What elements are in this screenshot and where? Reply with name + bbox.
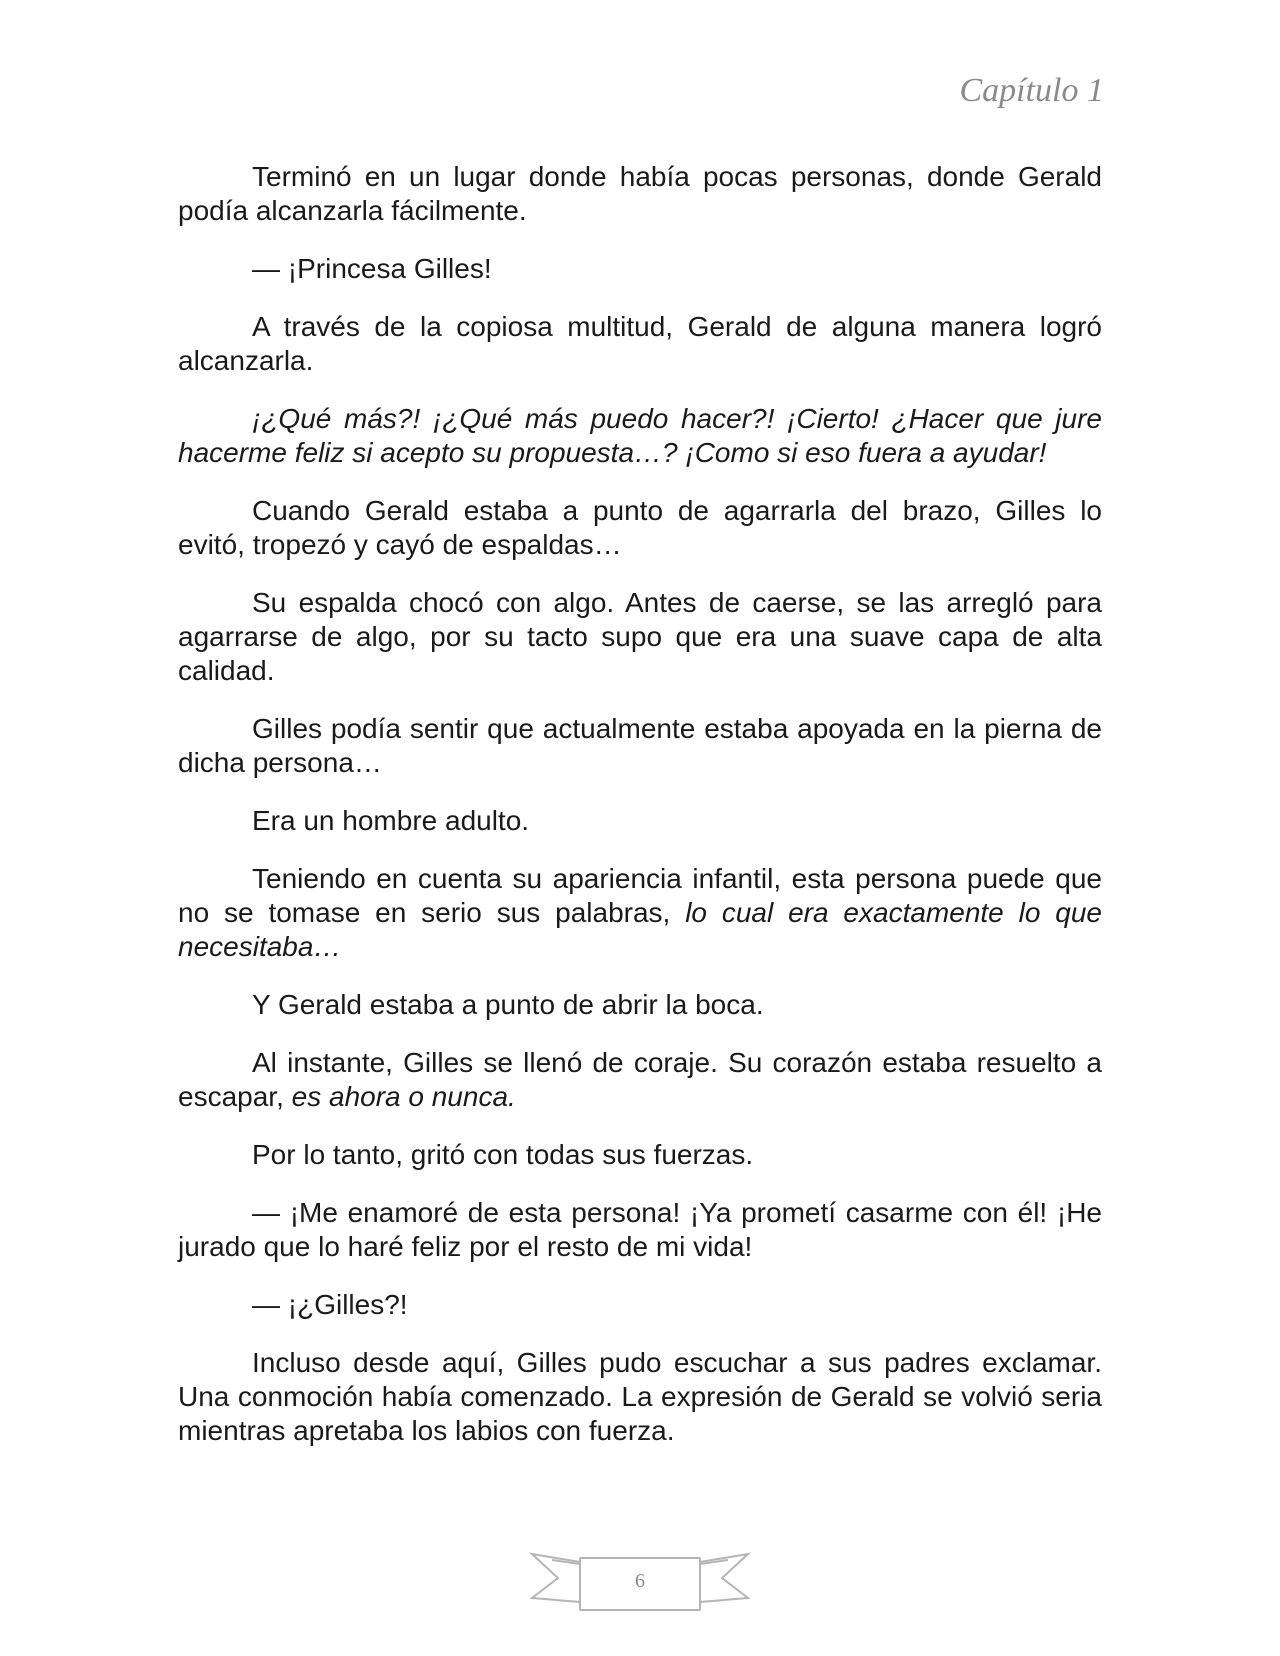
- text-run: — ¡Princesa Gilles!: [252, 253, 492, 284]
- text-run: Gilles podía sentir que actualmente estaba apoyada en la pierna de dicha persona…: [178, 713, 1102, 778]
- text-run: Su espalda chocó con algo. Antes de caerse, se las arregló para agarrarse de algo, por su tacto supo que era una suave capa de alta calidad.: [178, 587, 1102, 686]
- paragraph: [178, 712, 1102, 780]
- text-run: Y Gerald estaba a punto de abrir la boca.: [252, 989, 764, 1020]
- paragraph: [178, 1346, 1102, 1448]
- text-run: Cuando Gerald estaba a punto de agarrarla del brazo, Gilles lo evitó, tropezó y cayó de espaldas…: [178, 495, 1102, 560]
- paragraph: [178, 310, 1102, 378]
- text-run: Teniendo en cuenta su apariencia infantil, esta persona puede que no se tomase en serio sus palabras,: [178, 863, 1102, 928]
- text-run: Incluso desde aquí, Gilles pudo escuchar a sus padres exclamar. Una conmoción había comenzado. La expresión de Gerald se volvió seria mientras apretaba los labios con fuerza.: [178, 1347, 1102, 1446]
- italic-text: ¡¿Qué más?! ¡¿Qué más puedo hacer?! ¡Cierto! ¿Hacer que jure hacerme feliz si acepto su propuesta…? ¡Como si eso fuera a ayudar!: [178, 403, 1102, 468]
- paragraph: [178, 1288, 1102, 1322]
- text-run: Por lo tanto, gritó con todas sus fuerzas.: [252, 1139, 754, 1170]
- page-footer: [528, 1548, 752, 1618]
- text-run: — ¡Me enamoré de esta persona! ¡Ya prometí casarme con él! ¡He jurado que lo haré feliz por el resto de mi vida!: [178, 1197, 1102, 1262]
- paragraph: [178, 1196, 1102, 1264]
- paragraph: [178, 160, 1102, 228]
- italic-text: lo cual era exactamente lo que necesitaba…: [178, 897, 1102, 962]
- text-run: Terminó en un lugar donde había pocas personas, donde Gerald podía alcanzarla fácilmente.: [178, 161, 1102, 226]
- paragraph: [178, 862, 1102, 964]
- paragraph: [178, 586, 1102, 688]
- paragraph: [178, 988, 1102, 1022]
- italic-text: es ahora o nunca.: [291, 1081, 516, 1112]
- paragraph: [178, 494, 1102, 562]
- paragraph: [178, 1046, 1102, 1114]
- paragraph: [178, 1138, 1102, 1172]
- chapter-header: Capítulo 1: [959, 72, 1104, 109]
- paragraph: [178, 402, 1102, 470]
- paragraph: [178, 252, 1102, 286]
- text-run: — ¡¿Gilles?!: [252, 1289, 408, 1320]
- text-run: Al instante, Gilles se llenó de coraje. Su corazón estaba resuelto a escapar,: [178, 1047, 1102, 1112]
- text-run: A través de la copiosa multitud, Gerald de alguna manera logró alcanzarla.: [178, 311, 1102, 376]
- paragraph: [178, 804, 1102, 838]
- page-number: 6: [635, 1570, 645, 1592]
- body-text: [178, 160, 1102, 1472]
- text-run: Era un hombre adulto.: [252, 805, 530, 836]
